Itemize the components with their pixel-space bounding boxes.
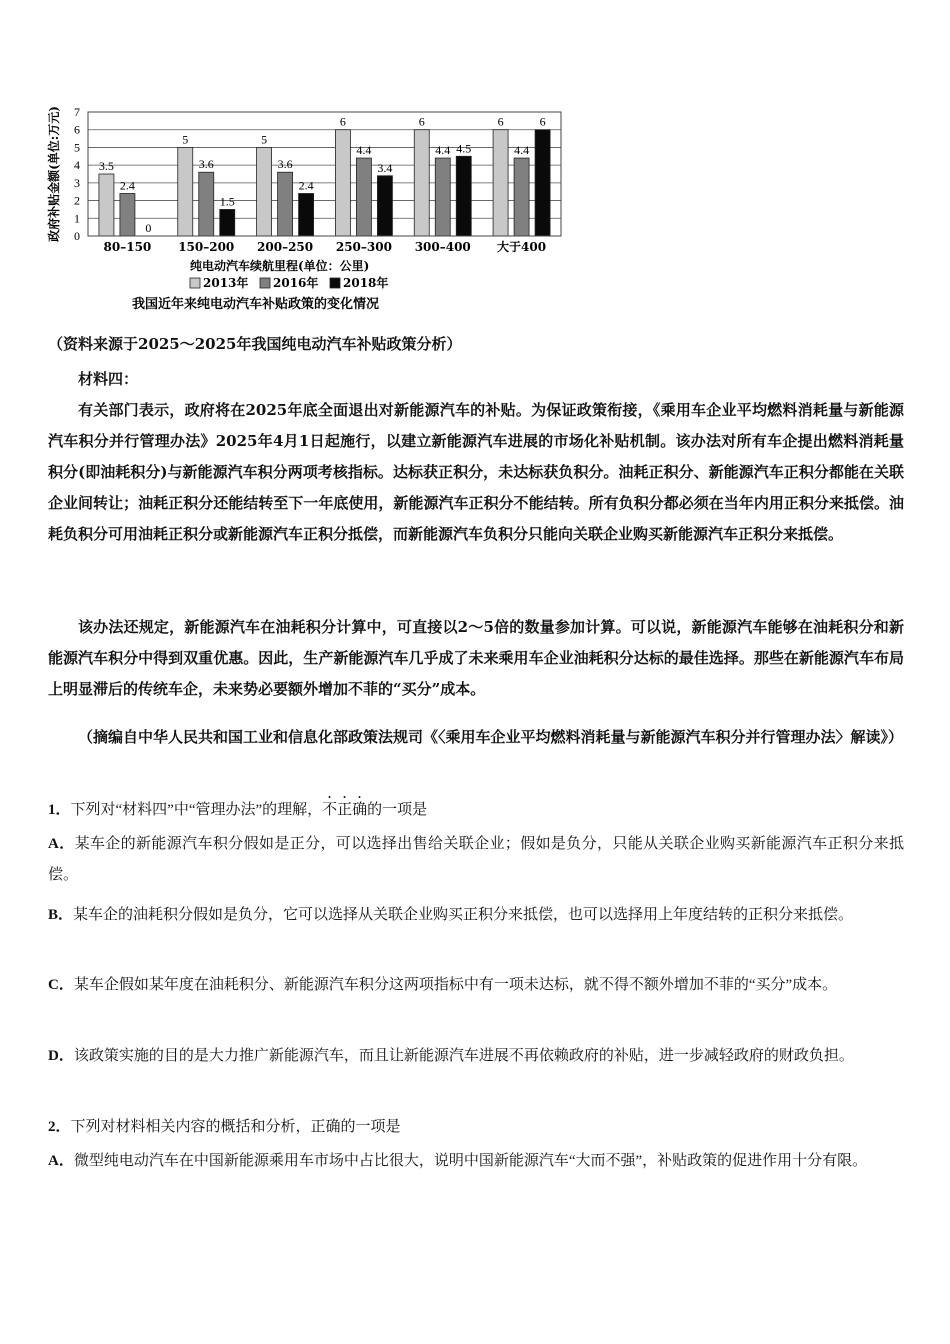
bar-data-label: 1.5: [219, 194, 235, 209]
y-tick-label: 7: [74, 105, 80, 119]
bar-2018年-1: [220, 209, 235, 236]
bar-2013年-2: [257, 147, 272, 236]
option-c-label: C．: [48, 977, 74, 993]
chart-gridlines: [88, 130, 561, 219]
bar-data-label: 2.4: [119, 178, 135, 193]
bar-2016年-5: [514, 158, 529, 236]
material4-paragraph-1: 有关部门表示，政府将在2025年底全面退出对新能源汽车的补贴。为保证政策衔接，《乘用车企业平均燃料消耗量与新能源汽车积分并行管理办法》2025年4月1日起施行，以建立新能源汽车进展的市场化补贴机制。该办法对所有车企提出燃料消耗量积分(即油耗积分)与新能源汽车积分两项考核指标。达标获正积分，未达标获负积分。油耗正积分、新能源汽车正积分都能在关联企业间转让；油耗正积分还能结转至下一年底使用，新能源汽车正积分不能结转。所有负积分都必须在当年内用正积分来抵偿。油耗负积分可用油耗正积分或新能源汽车正积分抵偿，而新能源汽车负积分只能向关联企业购买新能源汽车正积分来抵偿。: [48, 401, 904, 543]
x-tick-label: 大于400: [497, 240, 547, 254]
y-tick-label: 2: [74, 193, 80, 208]
x-tick-label: 300–400: [414, 240, 471, 254]
excerpt-source-note: （摘编自中华人民共和国工业和信息化部政策法规司《〈乘用车企业平均燃料消耗量与新能源汽车积分并行管理办法〉解读》）: [78, 728, 904, 746]
legend-swatch: [190, 278, 200, 288]
bar-data-label: 4.5: [456, 141, 472, 156]
y-tick-label: 4: [74, 158, 80, 173]
bar-2018年-2: [299, 193, 314, 236]
y-tick-label: 3: [74, 175, 80, 190]
bar-2018年-5: [535, 130, 550, 236]
bar-2013年-4: [414, 130, 429, 236]
bar-2016年-4: [435, 158, 450, 236]
question-1-stem-pre: 下列对“材料四”中“管理办法”的理解，: [70, 802, 323, 818]
bar-2016年-2: [278, 172, 293, 236]
question-1-option-b[interactable]: [48, 900, 904, 931]
question-1-number: 1．: [48, 802, 71, 818]
bar-2016年-0: [120, 193, 135, 236]
question-1-stem: [48, 793, 904, 826]
question-2-stem: [48, 1112, 904, 1143]
material4-paragraph-2: 该办法还规定，新能源汽车在油耗积分计算中，可直接以2～5倍的数量参加计算。可以说，新能源汽车能够在油耗积分和新能源汽车积分中得到双重优惠。因此，生产新能源汽车几乎成了未来乘用车企业油耗积分达标的最佳选择。那些在新能源汽车布局上明显滞后的传统车企，未来势必要额外增加不菲的“买分”成本。: [48, 618, 904, 698]
option-a-text: 某车企的新能源汽车积分假如是正分，可以选择出售给关联企业；假如是负分，只能从关联企业购买新能源汽车正积分来抵偿。: [48, 836, 904, 883]
y-tick-label: 6: [74, 122, 80, 137]
bar-data-label: 3.5: [98, 159, 114, 173]
bar-2013年-3: [335, 130, 350, 236]
bar-data-label: 4.4: [356, 143, 372, 158]
bar-2018年-3: [377, 176, 392, 236]
question-1-option-a[interactable]: [48, 829, 904, 891]
bar-data-label: 2.4: [298, 178, 314, 193]
source-note: （资料来源于2025～2025年我国纯电动汽车补贴政策分析）: [48, 335, 462, 353]
question-1-stem-post: 的一项是: [367, 802, 428, 818]
option-a-label: A．: [48, 836, 75, 852]
bar-2013年-5: [493, 130, 508, 236]
bar-data-label: 6: [497, 114, 504, 129]
chart-legend: [190, 275, 388, 290]
plot-frame: [88, 112, 561, 236]
legend-label: 2016年: [273, 276, 319, 290]
y-axis-label: 政府补贴金额(单位:万元): [47, 106, 61, 242]
bar-data-label: 0: [145, 221, 152, 235]
legend-swatch: [260, 278, 270, 288]
x-tick-label: 200–250: [257, 240, 314, 254]
chart-data-labels: [99, 115, 546, 235]
bar-data-label: 6: [539, 114, 546, 129]
bar-2013年-1: [178, 147, 193, 236]
bar-2018年-4: [456, 156, 471, 236]
y-tick-label: 1: [74, 211, 80, 226]
legend-label: 2013年: [203, 276, 249, 290]
bar-2016年-1: [199, 172, 214, 236]
option-d-text: 该政策实施的目的是大力推广新能源汽车，而且让新能源汽车进展不再依赖政府的补贴，进一步减轻政府的财政负担。: [73, 1048, 854, 1064]
bar-data-label: 3.6: [198, 157, 214, 172]
bar-data-label: 4.4: [514, 143, 530, 158]
question-2-option-a[interactable]: [48, 1146, 904, 1177]
bar-data-label: 5: [182, 132, 189, 147]
y-tick-label: 5: [74, 140, 80, 155]
legend-label: 2018年: [343, 276, 389, 290]
question-1-emphasis: 不正确: [322, 802, 368, 818]
option-b-text: 某车企的油耗积分假如是负分，它可以选择从关联企业购买正积分来抵偿，也可以选择用上年度结转的正积分来抵偿。: [73, 907, 854, 923]
option-c-text: 某车企假如某年度在油耗积分、新能源汽车积分这两项指标中有一项未达标，就不得不额外增加不菲的“买分”成本。: [73, 977, 838, 993]
legend-swatch: [330, 278, 340, 288]
option-b-label: B．: [48, 907, 74, 923]
q2-option-a-label: A．: [48, 1153, 74, 1169]
bar-data-label: 6: [418, 114, 425, 129]
chart-title: 我国近年来纯电动汽车补贴政策的变化情况: [132, 297, 380, 312]
bar-2016年-3: [356, 158, 371, 236]
question-1-option-c[interactable]: [48, 970, 904, 1001]
bar-data-label: 4.4: [435, 143, 451, 158]
question-2-number: 2．: [48, 1119, 71, 1135]
x-axis-label: 纯电动汽车续航里程(单位：公里): [190, 259, 370, 273]
q2-option-a-text: 微型纯电动汽车在中国新能源乘用车市场中占比很大，说明中国新能源汽车“大而不强”，补贴政策的促进作用十分有限。: [73, 1153, 868, 1169]
bar-2013年-0: [99, 174, 114, 236]
question-1-option-d[interactable]: [48, 1041, 904, 1072]
subsidy-bar-chart: [40, 100, 580, 320]
option-d-label: D．: [48, 1048, 74, 1064]
bar-data-label: 6: [339, 114, 346, 129]
material4-heading: 材料四：: [78, 370, 139, 388]
bar-data-label: 3.4: [377, 160, 393, 175]
x-tick-label: 80–150: [103, 240, 152, 254]
question-2-stem-text: 下列对材料相关内容的概括和分析，正确的一项是: [70, 1119, 401, 1135]
y-tick-label: 0: [74, 229, 80, 243]
bar-data-label: 3.6: [277, 157, 293, 172]
x-tick-label: 250–300: [335, 240, 392, 254]
x-tick-label: 150–200: [178, 240, 235, 254]
bar-data-label: 5: [261, 132, 268, 147]
